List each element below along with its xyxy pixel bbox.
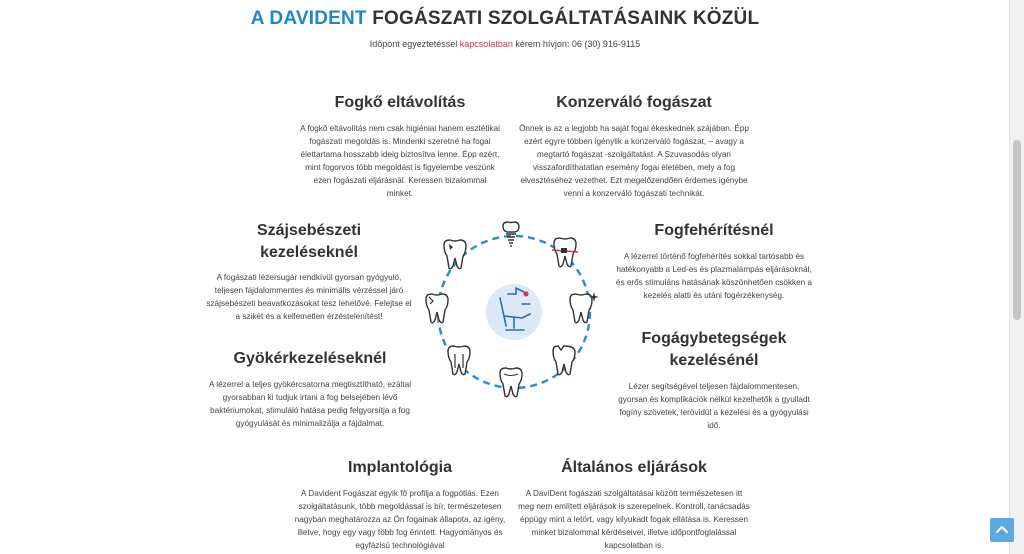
scroll-to-top-button[interactable] [990, 518, 1014, 542]
service-implant [290, 457, 510, 552]
chevron-up-icon [995, 523, 1009, 537]
service-szajsebeszeti [204, 220, 414, 323]
service-text: A fogkő eltávolítás nem csak higiéniai hanem esztétikai fogászati megoldás is. Mindenki szeretné ha fogai élettartama hosszabb ideig biztosítva lenne. Épp ezért, mint fogorvos több megoldást is figyelembe veszünk ezen fogászati eljárásnál. Keressen bizalommal minket. [300, 124, 500, 198]
service-title: Gyökérkezeléseknél [233, 350, 387, 367]
service-title: Konzerváló fogászat [556, 94, 712, 111]
scrollbar[interactable] [1009, 0, 1024, 554]
service-konzervalo [516, 92, 752, 200]
brand-name: A DAVIDENT [250, 8, 367, 29]
service-title-line1: Fogágybetegségek [641, 330, 787, 347]
service-title-line2: kezeléseknél [260, 244, 358, 261]
service-text: Lézer segítségével teljesen fájdalommentesen, gyorsan és komplikációk nélkül kezelhetők a gyulladt fogíny szövetek, lerövidül a kezelési és a gyógyulási idő. [618, 382, 810, 430]
contact-prefix: Időpont egyeztetéssel [369, 39, 458, 49]
service-title-line1: Szájsebészeti [256, 222, 362, 239]
service-text: A lézerrel történő fogfehérítés sokkal tartósabb és hatékonyabb a Led-es és plazmalámpás eljárásoknál, és erős stimuláns hatásának köszönhetően csökken a kezelés alatti és utáni fogérzékenység. [615, 252, 813, 300]
title-text: FOGÁSZATI SZOLGÁLTATÁSAINK KÖZÜL [372, 8, 760, 29]
service-title: Fogkő eltávolítás [334, 94, 466, 111]
center-circle [486, 284, 542, 340]
tooth-implant-icon [503, 222, 519, 247]
service-title: Általános eljárások [561, 459, 707, 476]
service-fogko [300, 92, 500, 200]
service-text: A lézerrel a teljes gyökércsatorna megtisztítható, ezáltal gyorsabban ki tudjuk irtani a fog belsejében lévő baktériumokat, stimuláló hatása pedig felgyorsítja a fog gyógyulását és minimalizálja a fájdalmat. [208, 380, 412, 428]
tooth-sparkle-icon [570, 292, 599, 323]
service-text: Önnek is az a legjobb ha saját fogai ékeskednek szájában. Épp ezért egyre többen igénylik a konzerváló fogászat, – avagy a megtartó fogászat -szolgáltatást. A Szuvasodás olyan visszafordíthatatlan esemény fogai életében, mely a fog elvesztéséhez vezethet. Ezt megelőzendően érdemes igénybe venni a konzerváló fogászati technikát. [519, 124, 749, 198]
service-gyoker [206, 348, 414, 430]
service-title-line2: kezelésénél [669, 352, 759, 369]
contact-line [0, 39, 1010, 49]
tooth-chipped-icon [426, 294, 448, 323]
service-text: A DaviDent fogászati szolgáltatásai között természetesen itt meg nem említett eljárások is szerepelnek. Kontroll, tanácsadás éppúgy mint a letört, vagy kilyukadt fogak ellátása is. Keressen minket bizalommal kérdéseivel, illetve időpontfoglalással kapcsolatban is. [518, 489, 750, 550]
service-text: A Davident Fogászat egyik fő profilja a fogpótlás. Ezen szolgáltatásunk, több megoldással is bír, természetesen nagyban meghatározza az Ön fogainak állapota, az igény, illetve, hogy egy vagy több fog érintett. Hagyományos és egyfázisú technológiával [294, 489, 506, 550]
contact-link[interactable]: kapcsolatban [459, 39, 513, 49]
service-altalanos [518, 457, 750, 552]
services-graphic [420, 218, 608, 406]
service-title: Fogfehérítésnél [654, 222, 774, 239]
contact-suffix: kérem hívjon: 06 (30) 916-9115 [515, 39, 641, 49]
service-title: Implantológia [348, 459, 452, 476]
scrollbar-thumb[interactable] [1013, 140, 1021, 320]
service-text: A fogászati lézersugár rendkívül gyorsan gyógyuló, teljesen fájdalommentes és minimális vérzéssel járó szájsebészeti beavatkozásokat tesz lehetővé. Felejtse el a szikét és a kellemetlen érzéstelenítést! [206, 273, 412, 321]
tooth-braces-icon [552, 238, 578, 267]
page-title [0, 8, 1010, 30]
service-fogfeherites [614, 220, 814, 302]
service-fogagy [614, 328, 814, 432]
tooth-healthy-icon [500, 368, 522, 397]
